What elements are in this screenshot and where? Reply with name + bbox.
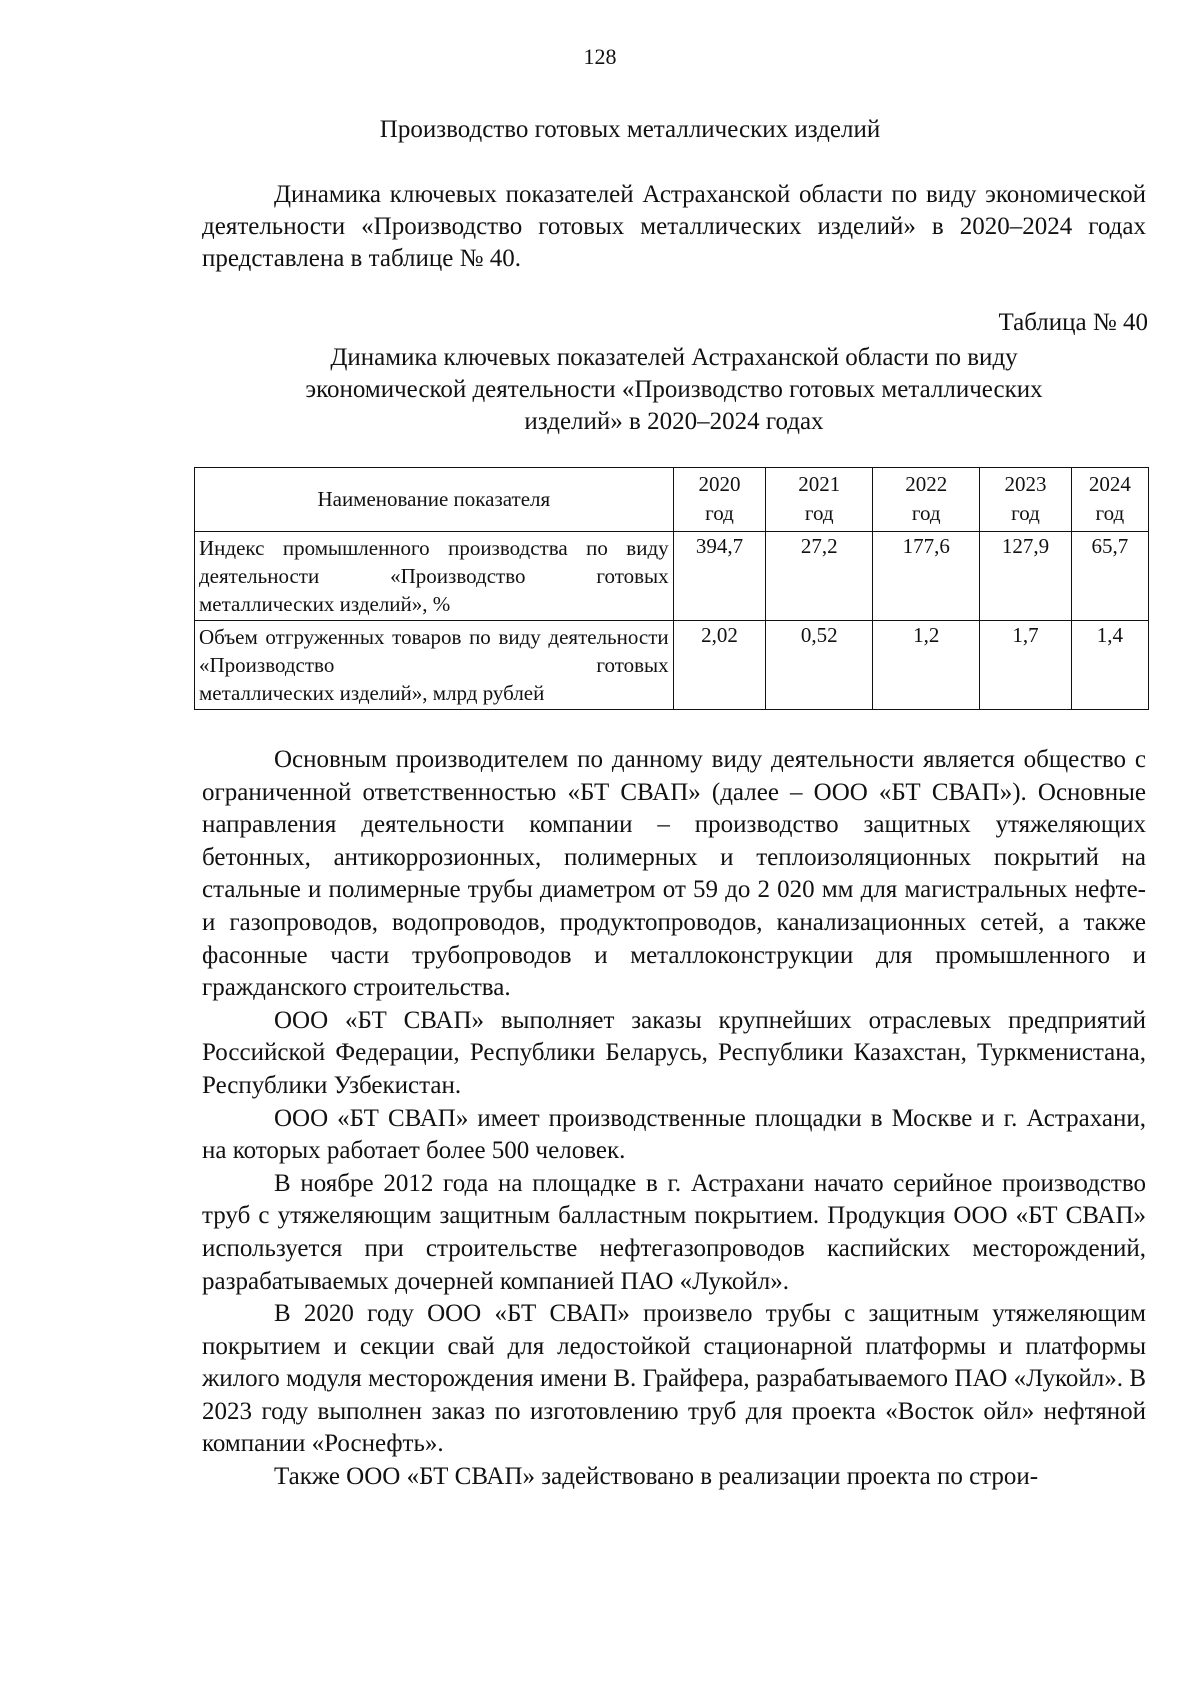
body-paragraph: В 2020 году ООО «БТ СВАП» произвело трубы с защитным утяжеляющим покрытием и секции свай для ледостойкой стационарной платформы и платформы жилого модуля месторождения имени В. Грайфера, разрабатываемого ПАО «Лукойл». В 2023 году выполнен заказ по изготовлению труб для проекта «Восток ойл» нефтяной компании «Роснефть». (202, 1300, 1146, 1458)
table-cell-value: 27,2 (766, 532, 873, 621)
body-paragraph: В ноябре 2012 года на площадке в г. Астрахани начато серийное производство труб с утяжеляющим защитным балластным покрытием. Продукция ООО «БТ СВАП» используется при строительстве нефтегазопроводов каспийских месторождений, разрабатываемых дочерней компанией ПАО «Лукойл». (202, 1169, 1146, 1295)
header-year: 2023 год (980, 468, 1072, 532)
indicators-table (194, 467, 1149, 710)
body-paragraph: ООО «БТ СВАП» выполняет заказы крупнейших отраслевых предприятий Российской Федерации, Республики Беларусь, Республики Казахстан, Туркменистана, Республики Узбекистан. (202, 1006, 1146, 1099)
table-cell-value: 1,7 (980, 621, 1072, 710)
table-caption (202, 342, 1146, 438)
table-cell-value: 0,52 (766, 621, 873, 710)
header-year: 2024 год (1071, 468, 1148, 532)
table-caption-line: экономической деятельности «Производство готовых металлических (305, 376, 1043, 403)
intro-paragraph: Динамика ключевых показателей Астраханской области по виду экономической деятельности «Производство готовых металлических изделий» в 2020–2024 годах представлена в таблице № 40. (202, 181, 1146, 272)
table-header-row (195, 468, 1149, 532)
table-cell-value: 1,4 (1071, 621, 1148, 710)
table-number: Таблица № 40 (998, 309, 1148, 336)
body-text (202, 744, 1146, 1494)
body-paragraph: Также ООО «БТ СВАП» задействовано в реализации проекта по строи- (274, 1463, 1039, 1491)
table-caption-line: изделий» в 2020–2024 годах (524, 408, 824, 435)
table-cell-value: 1,2 (873, 621, 980, 710)
header-year: 2020 год (673, 468, 766, 532)
table-caption-line: Динамика ключевых показателей Астраханской области по виду (330, 344, 1018, 371)
indicator-label: Объем отгруженных товаров по виду деятельности «Производство готовых металлических изделий», млрд рублей (195, 621, 674, 710)
body-paragraph: Основным производителем по данному виду деятельности является общество с ограниченной ответственностью «БТ СВАП» (далее – ООО «БТ СВАП»). Основные направления деятельности компании – производство защитных утяжеляющих бетонных, антикоррозионных, полимерных и теплоизоляционных покрытий на стальные и полимерные трубы диаметром от 59 до 2 020 мм для магистральных нефте- и газопроводов, водопроводов, продуктопроводов, канализационных сетей, а также фасонные части трубопроводов и металлоконструкции для промышленного и гражданского строительства. (202, 746, 1146, 1002)
header-year: 2021 год (766, 468, 873, 532)
body-paragraph: ООО «БТ СВАП» имеет производственные площадки в Москве и г. Астрахани, на которых работает более 500 человек. (202, 1104, 1146, 1165)
indicator-label: Индекс промышленного производства по виду деятельности «Производство готовых металлических изделий», % (195, 532, 674, 621)
header-indicator-name: Наименование показателя (195, 468, 674, 532)
table-cell-value: 394,7 (673, 532, 766, 621)
header-year: 2022 год (873, 468, 980, 532)
table-cell-value: 177,6 (873, 532, 980, 621)
table-cell-value: 65,7 (1071, 532, 1148, 621)
table-row (195, 621, 1149, 710)
table-cell-value: 2,02 (673, 621, 766, 710)
table-cell-value: 127,9 (980, 532, 1072, 621)
page-number: 128 (583, 44, 617, 69)
section-title: Производство готовых металлических изделий (379, 116, 881, 143)
table-row (195, 532, 1149, 621)
